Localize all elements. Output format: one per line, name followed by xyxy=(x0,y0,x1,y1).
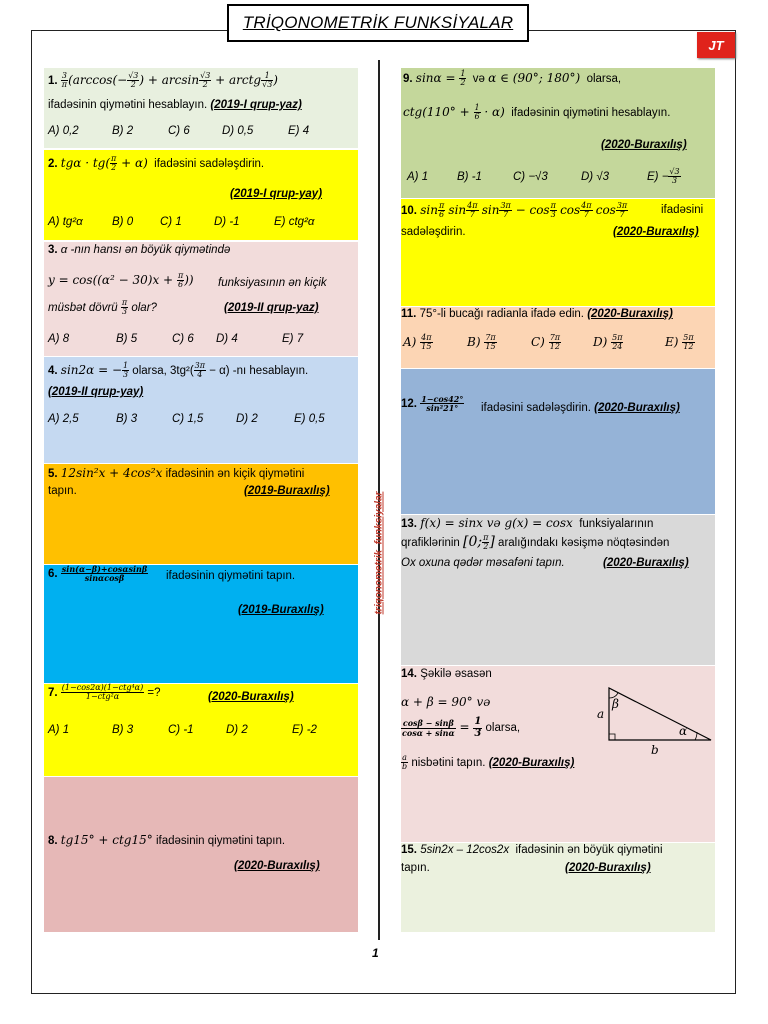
problem-7: 7. $\frac{\text{(1−cos2α)(1−ctg⁴α)}}{\text{1−ctg²α}}$ =? (2020-Buraxılış) A) 1 B) 3 C) -1 D) 2 E) -2 xyxy=(44,684,358,776)
answer-d: D) 2 xyxy=(236,413,258,425)
source-tag: (2020-Buraxılış) xyxy=(613,226,699,238)
answer-d: D) 4 xyxy=(216,333,238,345)
answer-c: C) $\frac{7\pi}{12}$ xyxy=(531,333,561,352)
right-angle-mark xyxy=(609,734,615,740)
answer-a: A) tg²α xyxy=(48,216,83,228)
problem-12: 12. $\frac{1-\cos 42^\circ}{\text{sin²21°}}$ ifadəsini sadələşdirin. (2020-Buraxılış) xyxy=(401,369,715,514)
answer-c: C) 6 xyxy=(168,125,190,137)
answer-c: C) 6 xyxy=(172,333,194,345)
source-tag: (2020-Buraxılış) xyxy=(565,862,651,874)
jt-badge: JT xyxy=(697,32,735,58)
answer-b: B) -1 xyxy=(457,171,482,183)
source-tag: (2020-Buraxılış) xyxy=(208,691,294,703)
answer-e: E) $\frac{5\pi}{12}$ xyxy=(665,333,694,352)
problem-10: 10. sin $\frac{\pi}{6}$ sin $\frac{4\pi}{7}$ sin $\frac{3\pi}{7}$ − cos $\frac{\pi}{3}$ cos $\frac{4\pi}{7}$ cos $\frac{3\pi}{7}$ ifadəsini sadələşdirin. (2020-Buraxılış) xyxy=(401,199,715,306)
problem-1: 1. $\frac{3}{\pi}$ (arccos(− $\frac{√3}{2}$ ) + arcsin $\frac{√3}{2}$ + arctg $\frac{1}{√3}$ ) ifadəsinin qiymətini hesablayın. (2019-I qrup-yaz) A) 0,2 B) 2 C) 6 D) 0,5 E) 4 xyxy=(44,68,358,148)
answer-e: E) ctg²α xyxy=(274,216,315,228)
answer-e: E) -2 xyxy=(292,724,317,736)
problem-5: 5. 12sin²x + 4cos²x ifadəsinin ən kiçik qiymətini tapın. (2019-Buraxılış) xyxy=(44,464,358,564)
answer-a: A) 2,5 xyxy=(48,413,79,425)
label-beta: β xyxy=(612,697,619,711)
problem-13: 13. f(x) = sinx və g(x) = cosx funksiyalarının qrafiklərinin [0; $\frac{\pi}{2}$ ] aralığındakı kəsişmə nöqtəsindən Ox oxuna qədər məsafəni tapın. (2020-Buraxılış) xyxy=(401,515,715,665)
source-tag: (2020-Buraxılış) xyxy=(587,308,673,320)
answer-a: A) 8 xyxy=(48,333,70,345)
answer-d: D) -1 xyxy=(214,216,240,228)
answer-c: C) -1 xyxy=(168,724,194,736)
source-tag: (2019-II qrup-yay) xyxy=(48,386,144,398)
source-tag: (2020-Buraxılış) xyxy=(488,756,575,769)
answer-b: B) 3 xyxy=(116,413,138,425)
problem-15: 15. 5sin2x – 12cos2x ifadəsinin ən böyük qiymətini tapın. (2020-Buraxılış) xyxy=(401,843,715,932)
source-tag: (2020-Buraxılış) xyxy=(594,402,680,414)
source-tag: (2019-I qrup-yay) xyxy=(230,188,323,200)
problem-4: 4. sin2α = − $\frac{1}{3}$ olarsa, 3tg²( $\frac{3\pi}{4}$ − α) -nı hesablayın. (2019-II qrup-yay) A) 2,5 B) 3 C) 1,5 D) 2 E) 0,5 xyxy=(44,357,358,463)
problem-3: 3. α -nın hansı ən böyük qiymətində y = cos((α² − 30)x + $\frac{\pi}{6}$ )) funksiyasının ən kiçik müsbət dövrü $\frac{\pi}{3}$ olar? (2019-II qrup-yaz) A) 8 B) 5 C) 6 D) 4 E) 7 xyxy=(44,242,358,356)
answer-a: A) 1 xyxy=(407,171,429,183)
problem-6: 6. $\frac{\sin(\alpha-\beta)+\cos\alpha\sin\beta}{\sin\alpha\cos\beta}$ ifadəsinin qiymətini tapın. (2019-Buraxılış) xyxy=(44,565,358,683)
side-label: triqonometrik_funksiyalar xyxy=(373,491,385,615)
answer-c: C) 1,5 xyxy=(172,413,204,425)
answer-b: B) 0 xyxy=(112,216,134,228)
answer-b: B) 5 xyxy=(116,333,138,345)
source-tag: (2019-II qrup-yaz) xyxy=(224,302,319,314)
answer-a: A) 0,2 xyxy=(48,125,79,137)
label-b: b xyxy=(651,743,659,756)
answer-e: E) 4 xyxy=(288,125,310,137)
problem-text: ifadəsinin qiymətini hesablayın. xyxy=(48,99,208,111)
triangle-figure xyxy=(591,684,715,756)
label-a: a xyxy=(597,707,605,721)
source-tag: (2020-Buraxılış) xyxy=(601,139,687,151)
source-tag: (2020-Buraxılış) xyxy=(234,860,320,872)
problem-11: 11. 75°-li bucağı radianla ifadə edin. (2020-Buraxılış) A) $\frac{4\pi}{15}$ B) $\frac{7\pi}{15}$ C) $\frac{7\pi}{12}$ D) $\frac{5\pi}{24}$ E) $\frac{5\pi}{12}$ xyxy=(401,307,715,368)
source-tag: (2019-Buraxılış) xyxy=(244,485,330,497)
answer-b: B) 3 xyxy=(112,724,134,736)
answer-d: D) 2 xyxy=(226,724,248,736)
answer-e: E) 7 xyxy=(282,333,304,345)
problem-2: 2. tgα · tg( $\frac{\pi}{2}$ + α) ifadəsini sadələşdirin. (2019-I qrup-yay) A) tg²α B) 0 C) 1 D) -1 E) ctg²α xyxy=(44,150,358,240)
label-alpha: α xyxy=(679,724,688,738)
answer-e: E) − $\frac{√3}{3}$ xyxy=(647,167,680,186)
answer-c: C) 1 xyxy=(160,216,182,228)
problem-8: 8. tg15° + ctg15° ifadəsinin qiymətini tapın. (2020-Buraxılış) xyxy=(44,777,358,932)
answer-d: D) √3 xyxy=(581,171,610,183)
page-title: TRİQONOMETRİK FUNKSİYALAR xyxy=(227,4,529,42)
answer-e: E) 0,5 xyxy=(294,413,325,425)
source-tag: (2020-Buraxılış) xyxy=(603,557,689,569)
answer-a: A) 1 xyxy=(48,724,70,736)
page-number: 1 xyxy=(372,946,379,960)
answer-b: B) $\frac{7\pi}{15}$ xyxy=(467,333,496,352)
problem-9: 9. sinα = $\frac{1}{2}$ və α ∈ (90°; 180°) olarsa, ctg(110° + $\frac{1}{6}$ · α) ifadəsinin qiymətini hesablayın. (2020-Buraxılış) A) 1 B) -1 C) −√3 D) √3 E) − $\frac{√3}{3}$ xyxy=(401,68,715,198)
answer-b: B) 2 xyxy=(112,125,134,137)
alpha-arc xyxy=(695,732,697,740)
triangle-shape xyxy=(609,688,711,740)
source-tag: (2019-I qrup-yaz) xyxy=(210,99,302,111)
answer-c: C) −√3 xyxy=(513,171,548,183)
answer-d: D) $\frac{5\pi}{24}$ xyxy=(593,333,623,352)
answer-d: D) 0,5 xyxy=(222,125,254,137)
problem-text: ifadəsini sadələşdirin. xyxy=(154,158,265,170)
answer-a: A) $\frac{4\pi}{15}$ xyxy=(403,333,432,352)
problem-14: 14. Şəkilə əsasən α + β = 90° və $\frac{\cos\beta - \sin\beta}{\cos\alpha + \sin\alpha}$ = $\frac{1}{3}$ olarsa, $\frac{a}{b}$ nisbətini tapın. (2020-Buraxılış) a b β α xyxy=(401,666,715,842)
source-tag: (2019-Buraxılış) xyxy=(238,604,324,616)
